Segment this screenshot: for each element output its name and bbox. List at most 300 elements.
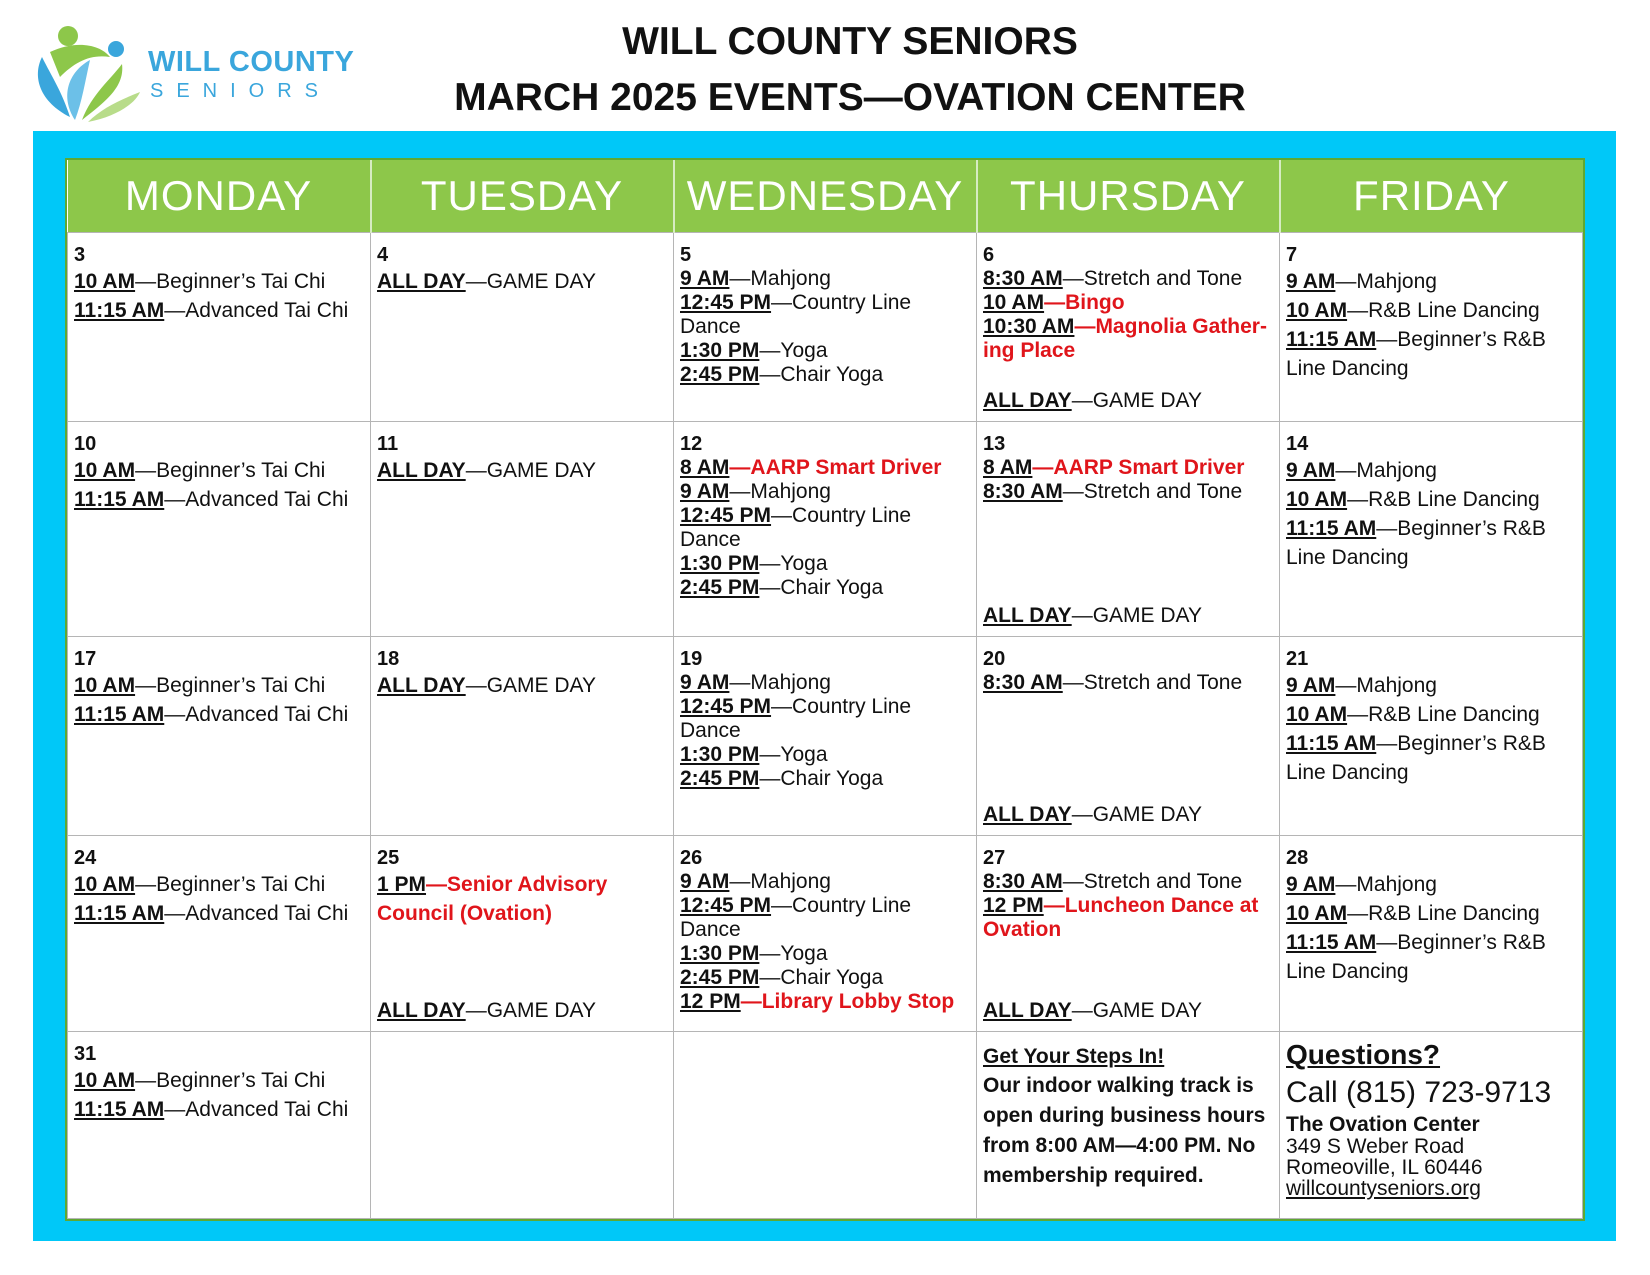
event — [983, 267, 1273, 291]
header-tuesday: TUESDAY — [371, 160, 674, 233]
day-cell — [1280, 233, 1583, 422]
questions-phone[interactable]: Call (815) 723-9713 — [1286, 1075, 1552, 1109]
event — [680, 966, 970, 990]
special-event-name: Senior Advisory Council (Ovation) — [377, 872, 608, 925]
event-separator: — — [135, 872, 157, 896]
event-separator: — — [1376, 930, 1398, 954]
event-separator: — — [1071, 604, 1093, 628]
event — [680, 480, 970, 504]
event-time: 8:30 AM — [983, 869, 1063, 893]
event-time: 11:15 AM — [74, 299, 165, 322]
event — [680, 942, 970, 966]
day-cell — [371, 233, 674, 422]
event-time: 10:30 AM — [983, 315, 1075, 338]
event-time: 10 AM — [1286, 488, 1348, 512]
event — [983, 671, 1273, 695]
event-separator: — — [1347, 488, 1369, 512]
event-name: Yoga — [780, 552, 828, 576]
event-name: Mahjong — [750, 869, 831, 893]
logo-icon — [30, 22, 150, 127]
day-number: 11 — [377, 433, 399, 456]
event-separator: — — [1043, 893, 1065, 917]
page-subtitle: MARCH 2025 EVENTS—OVATION CENTER — [454, 76, 1246, 119]
event-time: 10 AM — [1286, 703, 1348, 727]
steps-body: Our indoor walking track is open during business hours from 8:00 AM—4:00 PM. No membership required. — [983, 1073, 1266, 1187]
event — [74, 700, 364, 729]
special-event-name: Library Lobby Stop — [761, 989, 955, 1013]
event-time: ALL DAY — [377, 459, 466, 483]
day-number: 7 — [1286, 244, 1298, 266]
event-name: Beginner’s Tai Chi — [156, 872, 326, 896]
logo-wordmark-bottom: SENIORS — [150, 80, 332, 102]
day-number: 18 — [377, 648, 400, 671]
day-number: 20 — [983, 648, 1006, 671]
event-time: 10 AM — [74, 1068, 136, 1092]
event-separator: — — [164, 901, 186, 925]
event — [74, 899, 364, 928]
day-number: 26 — [680, 846, 703, 869]
event-time: ALL DAY — [983, 389, 1072, 413]
event-name: Stretch and Tone — [1083, 869, 1243, 893]
event — [74, 267, 364, 296]
event-time: ALL DAY — [983, 604, 1072, 628]
event-list — [377, 267, 667, 296]
website-link[interactable]: willcountyseniors.org — [1286, 1176, 1481, 1200]
event-name: Chair Yoga — [780, 576, 884, 600]
event-name: Beginner’s Tai Chi — [156, 674, 326, 698]
event — [74, 456, 364, 485]
event-name: Yoga — [780, 743, 828, 767]
day-cell — [371, 835, 674, 1031]
event-name: Country Line Dance — [680, 893, 912, 941]
day-number: 17 — [74, 648, 97, 671]
event — [1286, 928, 1576, 986]
event-name: Stretch and Tone — [1083, 480, 1243, 504]
event — [1286, 514, 1576, 572]
venue-address-city: Romeoville, IL 60446 — [1286, 1155, 1483, 1179]
event-time: 8:30 AM — [983, 480, 1063, 504]
day-number: 3 — [74, 244, 86, 266]
event-name: Chair Yoga — [780, 767, 884, 791]
event-separator: — — [1074, 315, 1096, 338]
event-time: 10 AM — [74, 872, 136, 896]
event — [680, 695, 970, 743]
day-cell — [68, 1031, 371, 1218]
event-time: 8 AM — [680, 456, 730, 480]
event-time: 12:45 PM — [680, 695, 772, 719]
event-separator: — — [164, 1097, 186, 1121]
event-time: 2:45 PM — [680, 576, 760, 600]
day-cell — [674, 422, 977, 637]
event — [1286, 325, 1576, 383]
event-list — [377, 671, 667, 700]
logo — [30, 22, 360, 132]
event — [983, 291, 1273, 315]
event-name: R&B Line Dancing — [1368, 901, 1540, 925]
event — [680, 870, 970, 894]
event-separator: — — [135, 459, 157, 483]
event-separator: — — [1071, 802, 1093, 826]
day-cell — [977, 637, 1280, 836]
questions-title: Questions? — [1286, 1038, 1441, 1070]
event — [377, 456, 667, 485]
event-separator: — — [164, 703, 186, 727]
event-list — [1286, 671, 1576, 787]
event-separator: — — [759, 941, 781, 965]
event-time: 2:45 PM — [680, 363, 760, 386]
event-name: R&B Line Dancing — [1368, 703, 1540, 727]
event-time: ALL DAY — [377, 674, 466, 698]
event-list — [377, 456, 667, 485]
event-separator: — — [426, 872, 448, 896]
event-name: Advanced Tai Chi — [185, 488, 349, 512]
questions-cell — [1280, 1031, 1583, 1218]
event-name: Yoga — [780, 339, 828, 362]
event-time: 10 AM — [74, 270, 136, 293]
event-separator: — — [729, 869, 751, 893]
event-name: Advanced Tai Chi — [185, 901, 349, 925]
event — [1286, 729, 1576, 787]
event — [983, 996, 1202, 1025]
event-separator: — — [729, 480, 751, 504]
event-name: Mahjong — [1356, 674, 1437, 698]
event-time: ALL DAY — [377, 998, 466, 1022]
event-time: 10 AM — [1286, 901, 1348, 925]
day-cell — [68, 835, 371, 1031]
empty-cell — [674, 1031, 977, 1218]
event-separator: — — [465, 674, 487, 698]
steps-title: Get Your Steps In! — [983, 1044, 1165, 1068]
event-name: Beginner’s R&B Line Dancing — [1286, 517, 1546, 570]
event-list — [74, 870, 364, 928]
event-list — [680, 267, 970, 387]
event-list — [680, 671, 970, 791]
event — [680, 576, 970, 600]
day-cell — [674, 835, 977, 1031]
event-time: 12:45 PM — [680, 893, 772, 917]
event-separator: — — [1335, 872, 1357, 896]
day-number: 4 — [377, 244, 389, 266]
event-time: 10 AM — [983, 291, 1045, 314]
event-name: Country Line Dance — [680, 695, 912, 743]
event-name: GAME DAY — [1092, 604, 1202, 628]
calendar — [65, 158, 1585, 1221]
day-number: 25 — [377, 846, 400, 869]
event-separator: — — [1376, 732, 1398, 756]
day-cell — [1280, 422, 1583, 637]
day-cell — [68, 422, 371, 637]
event-name: Beginner’s Tai Chi — [156, 459, 326, 483]
event — [377, 870, 667, 928]
event-name: Country Line Dance — [680, 291, 912, 338]
calendar-week-row — [68, 233, 1583, 422]
event-separator: — — [759, 363, 781, 386]
special-event-name: AARP Smart Driver — [750, 456, 942, 480]
all-day-event — [983, 996, 1202, 1025]
event-time: 9 AM — [680, 671, 730, 695]
event-separator: — — [1347, 299, 1369, 322]
event-time: 11:15 AM — [74, 703, 165, 727]
event-name: Mahjong — [750, 671, 831, 695]
calendar-body — [68, 233, 1583, 1219]
event-name: Mahjong — [1356, 872, 1437, 896]
special-event-name: Bingo — [1065, 291, 1125, 314]
event-name: R&B Line Dancing — [1368, 299, 1540, 322]
event — [680, 990, 970, 1014]
event — [680, 339, 970, 363]
event-name: R&B Line Dancing — [1368, 488, 1540, 512]
event-time: 8 AM — [983, 456, 1033, 480]
day-cell — [371, 422, 674, 637]
event — [680, 504, 970, 552]
event-separator: — — [1062, 267, 1084, 290]
event — [983, 480, 1273, 504]
event-name: Beginner’s R&B Line Dancing — [1286, 328, 1546, 380]
calendar-week-row — [68, 637, 1583, 836]
event — [983, 870, 1273, 894]
event-name: Stretch and Tone — [1083, 267, 1243, 290]
event-separator: — — [771, 893, 793, 917]
day-cell — [68, 233, 371, 422]
event-time: 2:45 PM — [680, 767, 760, 791]
event-separator: — — [771, 695, 793, 719]
event — [680, 267, 970, 291]
event — [680, 552, 970, 576]
day-number: 21 — [1286, 648, 1309, 671]
all-day-event — [983, 601, 1202, 630]
event — [1286, 700, 1576, 729]
event-time: 1:30 PM — [680, 941, 760, 965]
event-name: Chair Yoga — [780, 965, 884, 989]
event-list — [983, 870, 1273, 942]
event-name: Advanced Tai Chi — [185, 703, 349, 727]
event — [1286, 485, 1576, 514]
event — [1286, 899, 1576, 928]
steps-cell — [977, 1031, 1280, 1218]
event-time: ALL DAY — [983, 998, 1072, 1022]
event-time: 11:15 AM — [1286, 930, 1377, 954]
event-separator: — — [465, 459, 487, 483]
event-separator: — — [1062, 671, 1084, 695]
event — [983, 601, 1202, 630]
event-name: Country Line Dance — [680, 504, 912, 552]
day-number: 5 — [680, 244, 692, 266]
all-day-event — [983, 800, 1202, 829]
event-list — [377, 870, 667, 928]
event-time: 9 AM — [680, 267, 730, 290]
day-number: 24 — [74, 846, 97, 869]
event — [680, 363, 970, 387]
event-time: 10 AM — [74, 674, 136, 698]
event — [74, 1066, 364, 1095]
event — [1286, 870, 1576, 899]
event — [1286, 296, 1576, 325]
event-separator: — — [1376, 517, 1398, 541]
calendar-table — [67, 160, 1583, 1219]
event-time: 2:45 PM — [680, 965, 760, 989]
event-name: GAME DAY — [1092, 802, 1202, 826]
event-separator: — — [1347, 901, 1369, 925]
event-list — [1286, 267, 1576, 383]
event — [983, 456, 1273, 480]
event-time: 8:30 AM — [983, 671, 1063, 695]
event-name: Yoga — [780, 941, 828, 965]
event-separator: — — [1376, 328, 1398, 351]
event-time: 1 PM — [377, 872, 427, 896]
day-cell — [1280, 835, 1583, 1031]
event — [74, 1095, 364, 1124]
calendar-week-row — [68, 1031, 1583, 1218]
special-event-name: Magnolia Gather-ing Place — [983, 315, 1267, 362]
event-name: Advanced Tai Chi — [185, 299, 349, 322]
day-cell — [977, 233, 1280, 422]
event-separator: — — [729, 456, 751, 480]
venue-address-street: 349 S Weber Road — [1286, 1134, 1465, 1158]
event — [680, 671, 970, 695]
event-time: 11:15 AM — [1286, 328, 1377, 351]
event-time: ALL DAY — [983, 802, 1072, 826]
venue-name: The Ovation Center — [1286, 1112, 1480, 1136]
event-time: 1:30 PM — [680, 552, 760, 576]
event — [680, 894, 970, 942]
event-name: Stretch and Tone — [1083, 671, 1243, 695]
event-name: Mahjong — [1356, 270, 1437, 293]
event-list — [983, 671, 1273, 695]
calendar-week-row — [68, 422, 1583, 637]
event-separator: — — [759, 552, 781, 576]
day-cell — [1280, 637, 1583, 836]
event — [983, 894, 1273, 942]
day-cell — [977, 835, 1280, 1031]
event-name: GAME DAY — [486, 459, 596, 483]
day-number: 12 — [680, 433, 703, 456]
event-separator: — — [1032, 456, 1054, 480]
header-monday: MONDAY — [68, 160, 371, 233]
event-list — [74, 456, 364, 514]
day-number: 19 — [680, 648, 703, 671]
event — [74, 485, 364, 514]
event-time: 9 AM — [1286, 459, 1336, 483]
day-number: 27 — [983, 846, 1006, 869]
event-time: 9 AM — [1286, 270, 1336, 293]
event-separator: — — [729, 267, 751, 290]
event-separator: — — [1044, 291, 1066, 314]
event-name: Mahjong — [1356, 459, 1437, 483]
event — [680, 291, 970, 339]
event-separator: — — [759, 965, 781, 989]
event-list — [680, 870, 970, 1014]
event-time: 10 AM — [1286, 299, 1348, 322]
event — [377, 996, 596, 1025]
day-cell — [68, 637, 371, 836]
event-separator: — — [1335, 674, 1357, 698]
event-list — [1286, 456, 1576, 572]
event-separator: — — [1062, 480, 1084, 504]
event-time: 1:30 PM — [680, 339, 760, 362]
event — [377, 671, 667, 700]
event-separator: — — [1062, 869, 1084, 893]
event-separator: — — [759, 576, 781, 600]
event-separator: — — [759, 767, 781, 791]
day-cell — [674, 233, 977, 422]
day-number: 10 — [74, 433, 97, 456]
event-separator: — — [759, 743, 781, 767]
event-time: 12 PM — [983, 893, 1044, 917]
event-list — [74, 1066, 364, 1124]
day-cell — [371, 637, 674, 836]
header-thursday: THURSDAY — [977, 160, 1280, 233]
event-name: GAME DAY — [1092, 389, 1202, 413]
day-number: 14 — [1286, 433, 1309, 456]
event-name: Mahjong — [750, 267, 831, 290]
event-list — [983, 456, 1273, 504]
empty-cell — [371, 1031, 674, 1218]
event-name: Mahjong — [750, 480, 831, 504]
event — [1286, 267, 1576, 296]
event-time: 11:15 AM — [74, 1097, 165, 1121]
event-separator: — — [1347, 703, 1369, 727]
event — [983, 386, 1202, 415]
event-name: GAME DAY — [486, 674, 596, 698]
event-time: 11:15 AM — [1286, 517, 1377, 541]
event-time: 9 AM — [1286, 872, 1336, 896]
event-list — [74, 267, 364, 325]
event-time: 12:45 PM — [680, 291, 772, 314]
all-day-event — [377, 996, 596, 1025]
event-separator: — — [1335, 459, 1357, 483]
all-day-event — [983, 386, 1202, 415]
event-separator: — — [465, 270, 487, 293]
event-name: Beginner’s Tai Chi — [156, 1068, 326, 1092]
event-name: Chair Yoga — [780, 363, 884, 386]
event — [1286, 671, 1576, 700]
event-separator: — — [1071, 389, 1093, 413]
event-name: Advanced Tai Chi — [185, 1097, 349, 1121]
day-number: 13 — [983, 433, 1006, 456]
day-number: 28 — [1286, 846, 1309, 869]
event-time: 12:45 PM — [680, 504, 772, 528]
event-time: 9 AM — [680, 869, 730, 893]
event-separator: — — [759, 339, 781, 362]
day-number: 6 — [983, 244, 995, 266]
event-separator: — — [771, 291, 793, 314]
event-separator: — — [135, 270, 157, 293]
event-separator: — — [1071, 998, 1093, 1022]
event — [983, 315, 1273, 363]
event-separator: — — [135, 674, 157, 698]
event-time: 1:30 PM — [680, 743, 760, 767]
special-event-name: Luncheon Dance at Ovation — [983, 893, 1259, 941]
event — [983, 800, 1202, 829]
event-time: 9 AM — [1286, 674, 1336, 698]
event-name: GAME DAY — [1092, 998, 1202, 1022]
event-separator: — — [1335, 270, 1357, 293]
event-separator: — — [740, 989, 762, 1013]
event-separator: — — [164, 488, 186, 512]
event-separator: — — [164, 299, 186, 322]
event-time: 11:15 AM — [74, 901, 165, 925]
header-wednesday: WEDNESDAY — [674, 160, 977, 233]
day-number: 31 — [74, 1042, 97, 1065]
event — [680, 456, 970, 480]
event-name: GAME DAY — [486, 270, 596, 293]
event-separator: — — [465, 998, 487, 1022]
event — [680, 767, 970, 791]
event-list — [983, 267, 1273, 363]
event-separator: — — [771, 504, 793, 528]
event-name: Beginner’s R&B Line Dancing — [1286, 930, 1546, 983]
page-title: WILL COUNTY SENIORS — [622, 20, 1078, 63]
